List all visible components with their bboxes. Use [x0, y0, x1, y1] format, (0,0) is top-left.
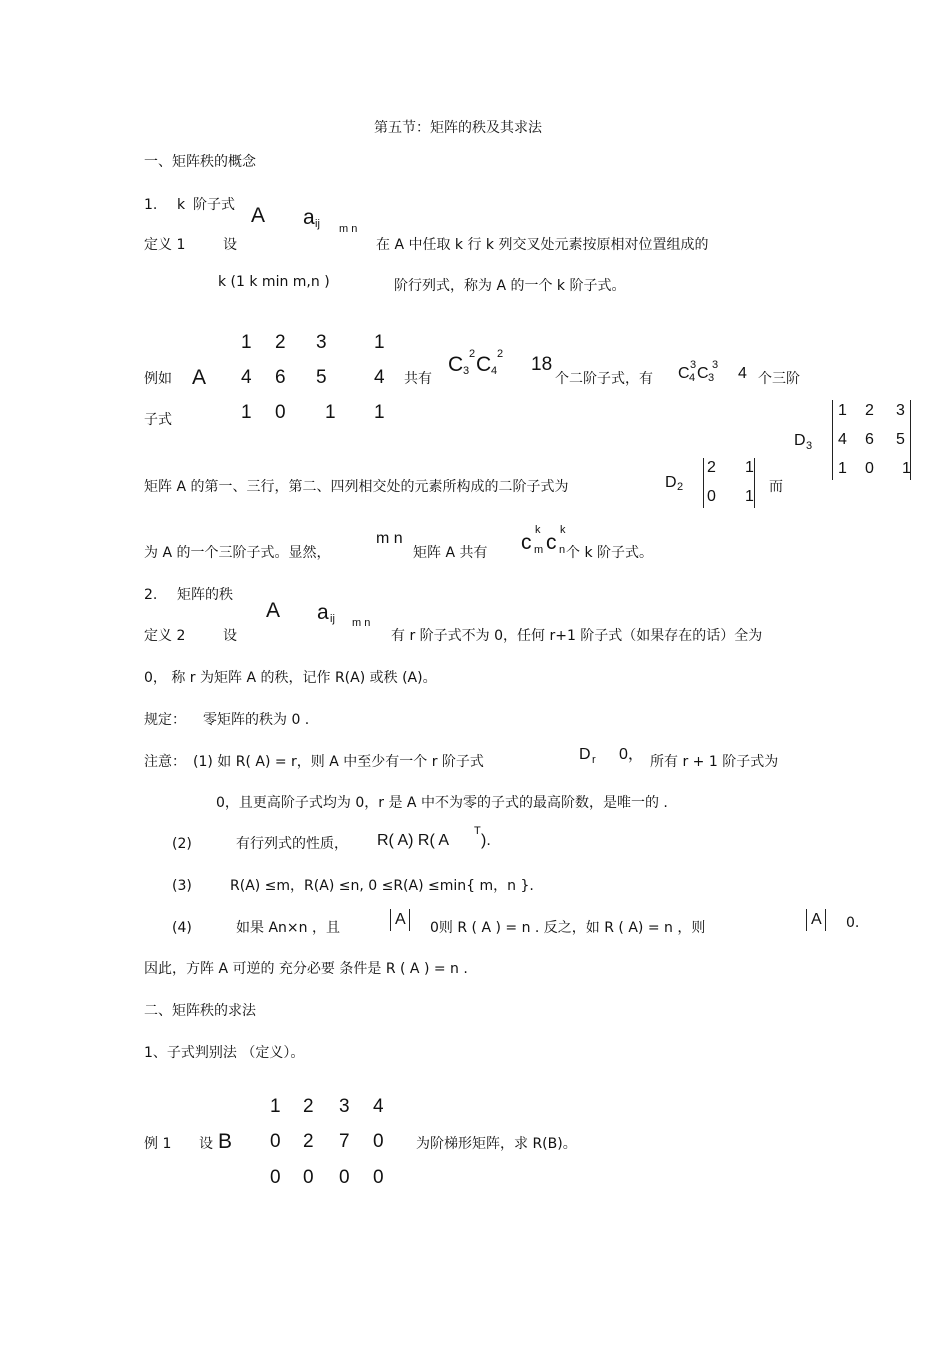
example-C-1: C: [448, 353, 464, 376]
example-ck-1-sup: k: [535, 524, 541, 536]
subheading-1-label: 1.: [144, 197, 158, 213]
section-heading-1: 一、矩阵秩的概念: [144, 154, 256, 170]
def2-text-2: 0， 称 r 为矩阵 A 的秩，记作 R(A) 或秩 (A)。: [144, 670, 437, 686]
note-4c: 0.: [846, 915, 860, 931]
note-1c: 0，且更高阶子式均为 0，r 是 A 中不为零的子式的最高阶数，是唯一的 .: [216, 795, 668, 811]
example-ck-2: c: [546, 531, 557, 554]
example-and: 而: [769, 479, 783, 495]
example-ck-2-sup: k: [560, 524, 566, 536]
ex1-m-2-3: 0: [373, 1167, 384, 1188]
note-2-formula: R( A) R( A: [377, 832, 450, 849]
example-C-2: C: [476, 353, 492, 376]
def1-subscript-mn: m n: [339, 223, 358, 235]
def2-set: 设: [223, 628, 237, 644]
ex1-set: 设: [199, 1136, 213, 1152]
note-4-label: (4): [172, 920, 192, 936]
ex1-m-2-1: 0: [303, 1167, 314, 1188]
ex1-m-1-2: 7: [339, 1131, 350, 1152]
example-lead: 例如: [144, 371, 172, 387]
def1-label: 定义 1: [144, 237, 186, 253]
method-1: 1、子式判别法 （定义）。: [144, 1045, 305, 1061]
d2-label: D: [665, 474, 677, 491]
subheading-1-text: 阶子式: [193, 197, 235, 213]
d3-left-bar: [832, 400, 833, 480]
d3-m-0-2: 3: [896, 402, 905, 419]
def1-text-1: 在 A 中任取 k 行 k 列交叉处元素按原相对位置组成的: [376, 237, 709, 253]
note-1-Dr: D: [579, 746, 591, 763]
example-C-2-sub: 4: [491, 365, 498, 377]
def1-element-a: a: [303, 206, 315, 229]
note-3-label: (3): [172, 878, 192, 894]
d3-label-sub: 3: [806, 440, 813, 452]
example-C3-2-sup: 3: [712, 359, 719, 371]
example-m-2-1: 0: [275, 402, 286, 423]
d3-m-2-0: 1: [838, 460, 847, 477]
ex1-m-0-2: 3: [339, 1096, 350, 1117]
example-m-2-2: 1: [325, 402, 336, 423]
ex1-m-2-0: 0: [270, 1167, 281, 1188]
example-ck-1-sub: m: [534, 544, 544, 556]
example-m-0-1: 2: [275, 332, 286, 353]
d2-left-bar: [703, 458, 704, 508]
ex1-m-1-3: 0: [373, 1131, 384, 1152]
example-ck-2-sub: n: [559, 544, 566, 556]
ex1-m-0-1: 2: [303, 1096, 314, 1117]
ex1-text: 为阶梯形矩阵，求 R(B)。: [416, 1136, 577, 1152]
example-C3-2-sub: 3: [708, 372, 715, 384]
subheading-2-label: 2.: [144, 587, 158, 603]
ex1-label: 例 1: [144, 1136, 172, 1152]
ex1-matrix-B: B: [218, 1130, 233, 1153]
example-4: 4: [738, 365, 747, 382]
example-C-1-sup: 2: [469, 348, 476, 360]
example-have: 共有: [404, 371, 432, 387]
def1-subscript-ij: ij: [315, 218, 320, 230]
note-4-det-A: A: [395, 911, 406, 928]
note-label: 注意：: [144, 754, 186, 770]
example-line-3b: 矩阵 A 共有: [413, 545, 488, 561]
d2-m-1-0: 0: [707, 488, 716, 505]
example-matrix-A: A: [192, 366, 207, 389]
note-4a: 如果 An×n ，且: [236, 920, 340, 936]
def1-matrix-A: A: [251, 204, 266, 227]
ex1-m-0-0: 1: [270, 1096, 281, 1117]
def2-text-1: 有 r 阶子式不为 0，任何 r+1 阶子式（如果存在的话）全为: [391, 628, 763, 644]
note-2-label: (2): [172, 836, 192, 852]
d3-m-1-1: 6: [865, 431, 874, 448]
example-continue: 子式: [144, 412, 172, 428]
example-m-1-0: 4: [241, 367, 252, 388]
subheading-1-k: k: [177, 197, 186, 213]
note-3-text: R(A) ≤m，R(A) ≤n, 0 ≤R(A) ≤min{ m，n }.: [230, 878, 534, 894]
rule-text: 零矩阵的秩为 0 .: [203, 712, 310, 728]
example-C-2-sup: 2: [497, 348, 504, 360]
example-m-2-0: 1: [241, 402, 252, 423]
def2-subscript-ij: ij: [330, 613, 335, 625]
example-C3-1-sup: 3: [690, 359, 697, 371]
example-line-3-mn: m n: [376, 530, 403, 547]
example-line-2: 矩阵 A 的第一、三行，第二、四列相交处的元素所构成的二阶子式为: [144, 479, 569, 495]
example-text-1: 个二阶子式，有: [555, 371, 653, 387]
example-m-1-3: 4: [374, 367, 385, 388]
def2-label: 定义 2: [144, 628, 186, 644]
d2-m-1-1: 1: [745, 488, 754, 505]
note-4-det2-right: [825, 909, 826, 931]
note-4-det2-left: [806, 909, 807, 931]
example-18: 18: [531, 354, 553, 375]
ex1-m-0-3: 4: [373, 1096, 384, 1117]
note-1a: (1) 如 R( A) = r，则 A 中至少有一个 r 阶子式: [193, 754, 484, 770]
example-m-0-2: 3: [316, 332, 327, 353]
ex1-m-1-0: 0: [270, 1131, 281, 1152]
note-2-text: 有行列式的性质，: [236, 836, 348, 852]
example-C3-1-sub: 4: [689, 372, 696, 384]
d2-right-bar: [754, 458, 755, 508]
example-C3-1: C: [678, 365, 690, 382]
ex1-m-2-2: 0: [339, 1167, 350, 1188]
d3-m-0-1: 2: [865, 402, 874, 419]
def1-set: 设: [223, 237, 237, 253]
d2-m-0-0: 2: [707, 459, 716, 476]
d3-m-2-2: 1: [902, 460, 911, 477]
rule-label: 规定：: [144, 712, 186, 728]
d3-m-0-0: 1: [838, 402, 847, 419]
def2-subscript-mn: m n: [352, 617, 371, 629]
def1-condition: k (1 k min m,n ): [218, 274, 330, 290]
d3-m-2-1: 0: [865, 460, 874, 477]
ex1-m-1-1: 2: [303, 1131, 314, 1152]
subheading-2-text: 矩阵的秩: [177, 587, 233, 603]
d3-m-1-0: 4: [838, 431, 847, 448]
example-ck-1: c: [521, 531, 532, 554]
page-title: 第五节：矩阵的秩及其求法: [374, 120, 542, 136]
d2-m-0-1: 1: [745, 459, 754, 476]
note-1-zero: 0，: [619, 746, 644, 763]
example-C3-2: C: [697, 365, 709, 382]
note-1-Dr-sub: r: [592, 754, 596, 766]
example-m-2-3: 1: [374, 402, 385, 423]
note-4-det-right: [409, 909, 410, 931]
example-m-0-0: 1: [241, 332, 252, 353]
d3-label: D: [794, 432, 806, 449]
section-heading-2: 二、矩阵秩的求法: [144, 1003, 256, 1019]
example-line-3a: 为 A 的一个三阶子式。显然，: [144, 545, 331, 561]
example-C-1-sub: 3: [463, 365, 470, 377]
note-4b: 0则 R ( A ) = n . 反之，如 R ( A) = n ，则: [430, 920, 706, 936]
d2-label-sub: 2: [677, 481, 684, 493]
note-1b: 所有 r + 1 阶子式为: [650, 754, 779, 770]
note-4-det-left: [390, 909, 391, 931]
example-m-0-3: 1: [374, 332, 385, 353]
note-4-det2-A: A: [811, 911, 822, 928]
def2-element-a: a: [317, 601, 329, 624]
d3-m-1-2: 5: [896, 431, 905, 448]
example-text-2: 个三阶: [758, 371, 800, 387]
def1-text-2: 阶行列式，称为 A 的一个 k 阶子式。: [394, 278, 626, 294]
therefore-text: 因此，方阵 A 可逆的 充分必要 条件是 R ( A ) = n .: [144, 961, 468, 977]
example-m-1-2: 5: [316, 367, 327, 388]
note-2-sup: T: [474, 825, 481, 837]
example-line-3c: 个 k 阶子式。: [566, 545, 654, 561]
def2-matrix-A: A: [266, 599, 281, 622]
note-2-end: ).: [481, 832, 491, 849]
example-m-1-1: 6: [275, 367, 286, 388]
